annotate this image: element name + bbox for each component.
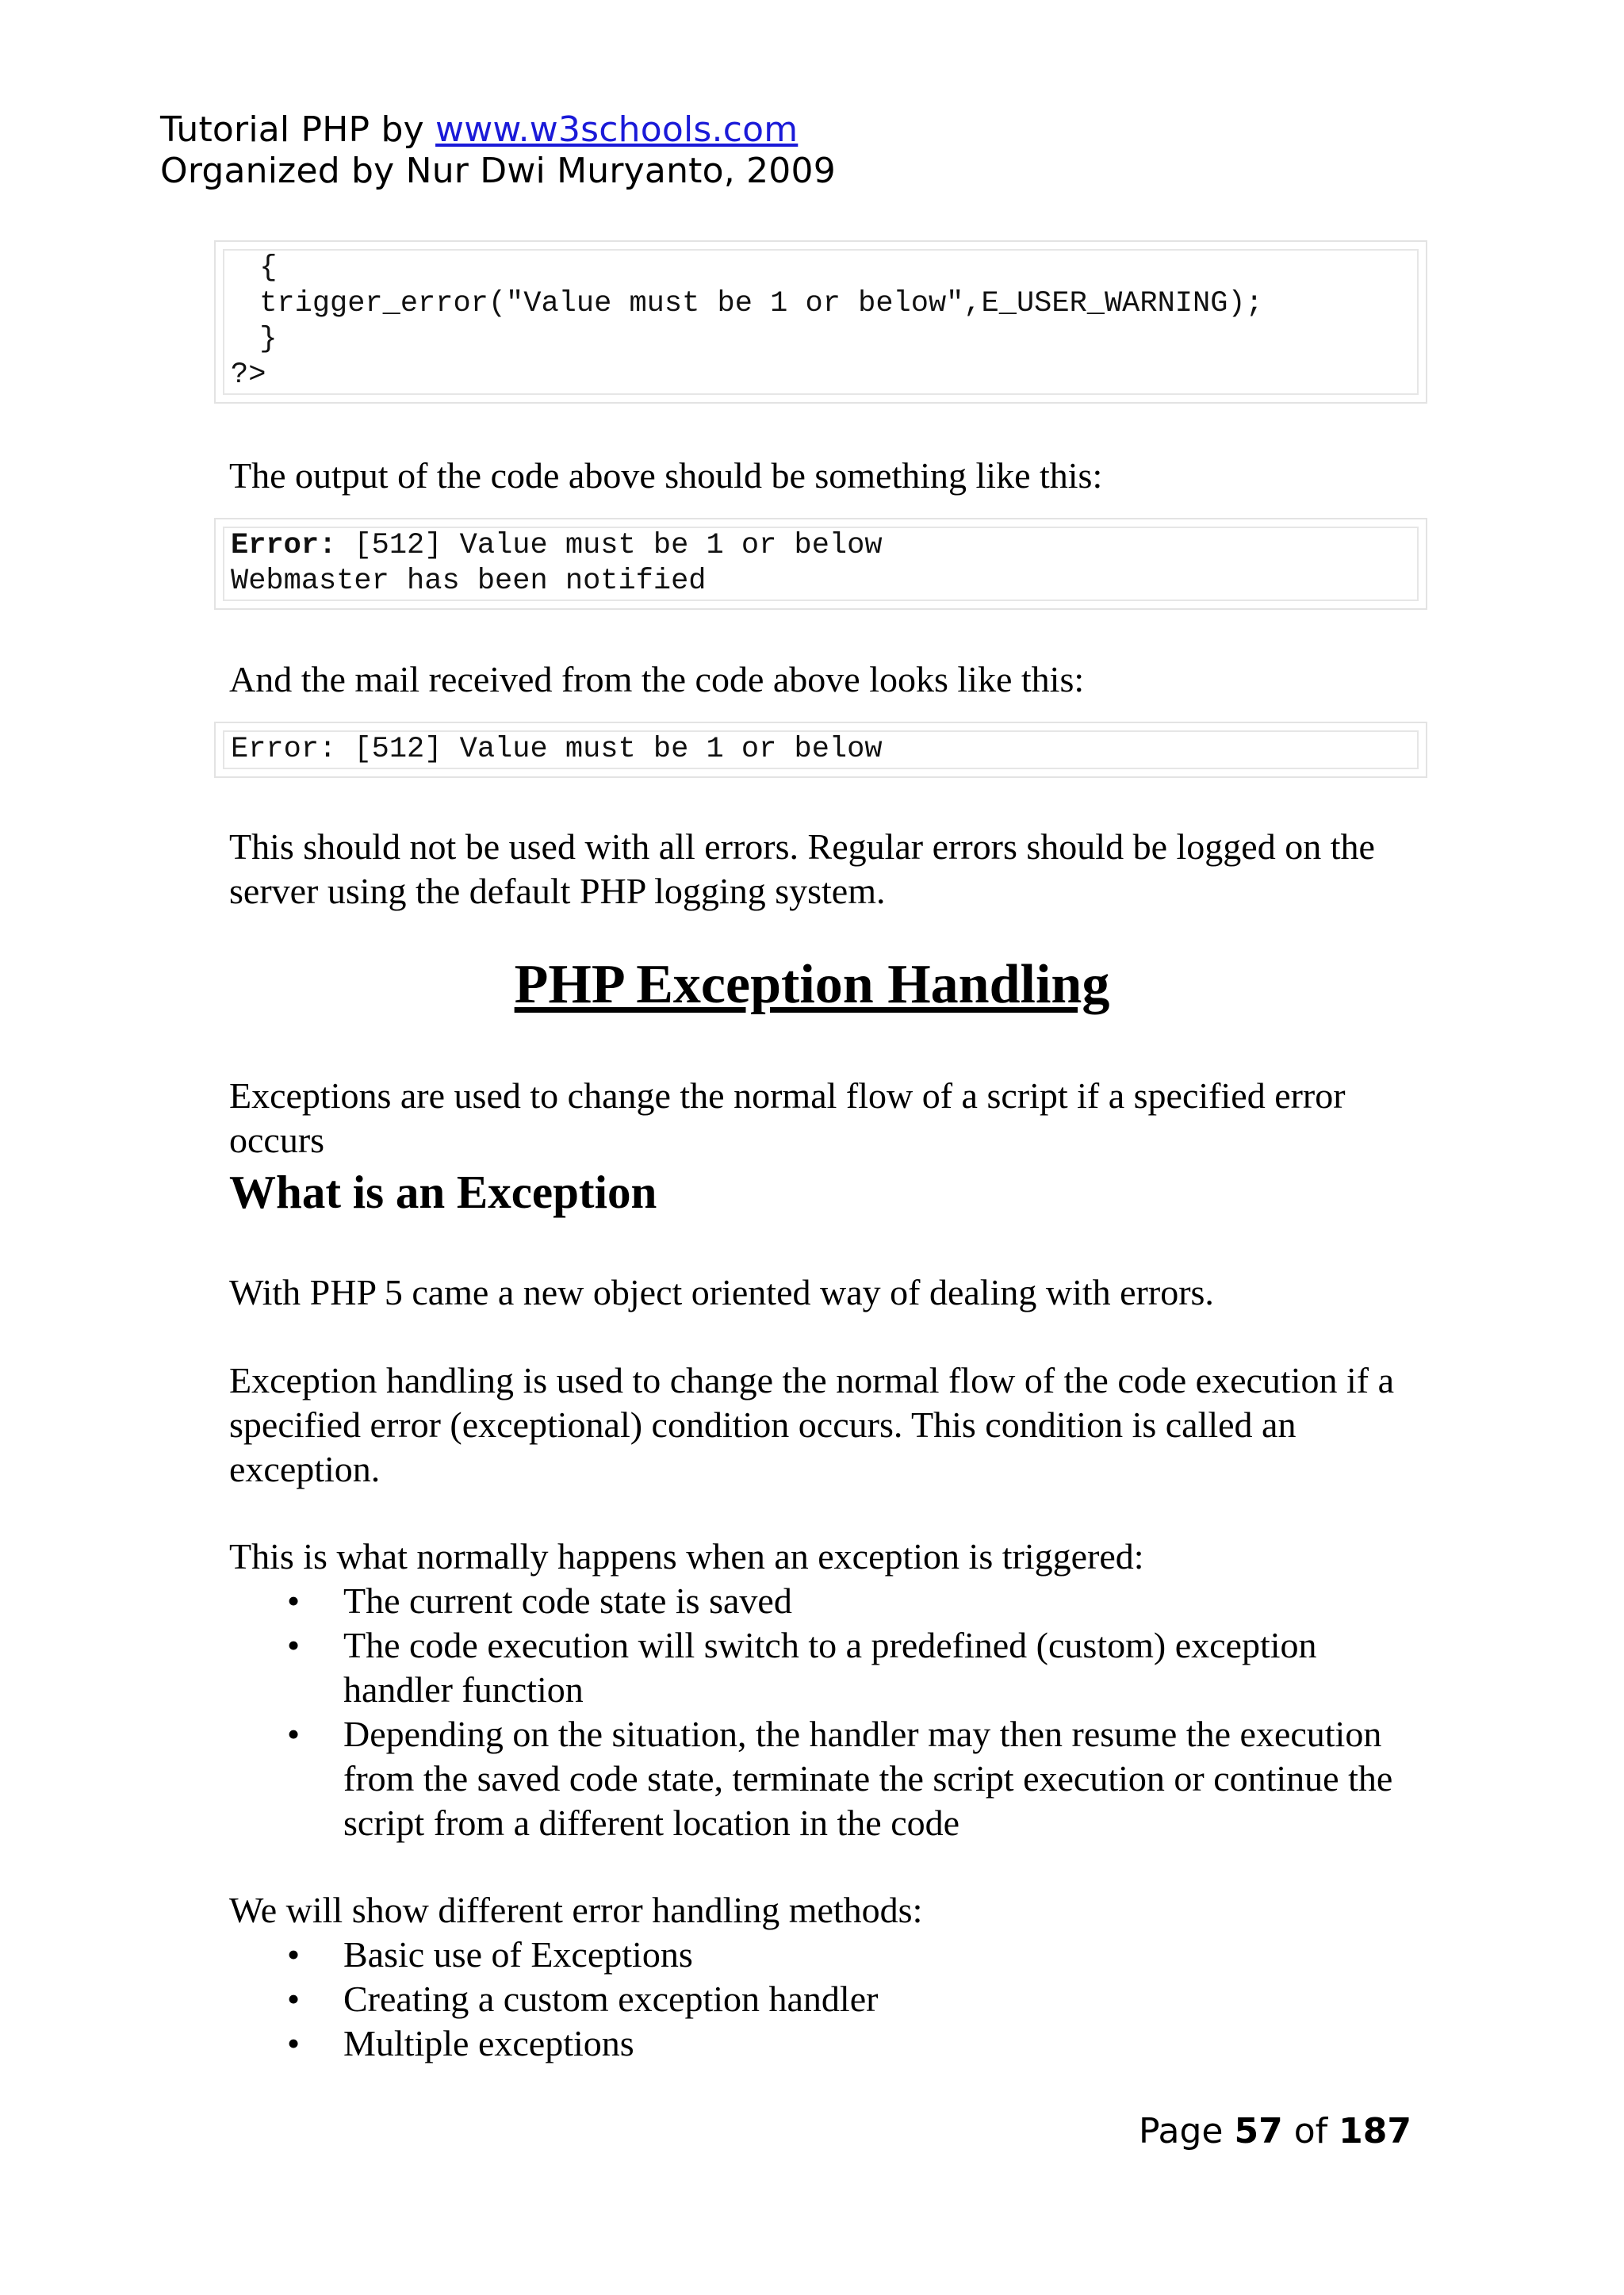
header-prefix: Tutorial PHP by: [160, 109, 436, 150]
list-item: • Depending on the situation, the handler may then resume the execution from the saved code state, terminate the script execution or continue the script from a different location in the code: [287, 1714, 1393, 1843]
code-line: {: [242, 251, 278, 285]
of-word: of: [1293, 2111, 1328, 2151]
output-line-1: [231, 528, 1417, 564]
output-block-inner: [223, 527, 1419, 601]
page-word: Page: [1138, 2111, 1224, 2151]
bullet-icon: •: [287, 2023, 301, 2063]
code-line: }: [242, 323, 278, 356]
list-item: • The current code state is saved: [229, 1579, 1427, 1623]
mail-line-1: Error: [512] Value must be 1 or below: [231, 733, 883, 766]
mail-block-inner: [223, 730, 1419, 769]
code-line: ?>: [231, 358, 266, 392]
paragraph-regular-errors: This should not be used with all errors. Regular errors should be logged on the server using the default PHP logging system.: [229, 826, 1375, 911]
code-block-inner: [223, 249, 1419, 395]
mail-block: [214, 722, 1427, 778]
paragraph-php5: With PHP 5 came a new object oriented way of dealing with errors.: [229, 1272, 1214, 1312]
bullet-icon: •: [287, 1934, 301, 1975]
list-triggered-steps: [229, 1579, 1427, 1845]
list-methods: [229, 1933, 1427, 2066]
bullet-icon: •: [287, 1625, 301, 1665]
header-line-1: [160, 109, 836, 151]
list-item: • Basic use of Exceptions: [229, 1933, 1427, 1977]
paragraph-methods: We will show different error handling methods:: [229, 1890, 923, 1930]
page-current: 57: [1234, 2111, 1283, 2151]
error-label: Error:: [231, 529, 337, 562]
code-line: trigger_error("Value must be 1 or below",E_USER_WARNING);: [242, 287, 1263, 320]
document-header: [160, 109, 836, 192]
w3schools-link[interactable]: www.w3schools.com: [435, 109, 799, 150]
bullet-icon: •: [287, 1714, 301, 1754]
error-text: [512] Value must be 1 or below: [336, 529, 883, 562]
page-number: [1139, 2109, 1411, 2154]
list-item: • Creating a custom exception handler: [229, 1977, 1427, 2021]
list-item: • The code execution will switch to a predefined (custom) exception handler function: [287, 1625, 1317, 1710]
bullet-icon: •: [287, 1580, 301, 1621]
paragraph-mail-intro: And the mail received from the code above looks like this:: [229, 659, 1085, 699]
list-item: • Multiple exceptions: [229, 2021, 1427, 2066]
section-title: PHP Exception Handling: [514, 954, 1110, 1015]
page-total: 187: [1339, 2111, 1411, 2151]
paragraph-output-intro: The output of the code above should be something like this:: [229, 455, 1103, 496]
paragraph-normally-happens: This is what normally happens when an exception is triggered:: [229, 1536, 1144, 1577]
output-line-2: Webmaster has been notified: [231, 565, 707, 598]
code-block-trigger-error: [214, 240, 1427, 404]
paragraph-exception-handling: Exception handling is used to change the normal flow of the code execution if a specified error (exceptional) condition occurs. This condition is called an exception.: [229, 1360, 1394, 1489]
subsection-heading: What is an Exception: [229, 1166, 657, 1218]
bullet-icon: •: [287, 1979, 301, 2019]
header-line-2: Organized by Nur Dwi Muryanto, 2009: [160, 151, 836, 191]
paragraph-exceptions-intro: Exceptions are used to change the normal flow of a script if a specified error occurs: [229, 1075, 1346, 1160]
output-block: [214, 518, 1427, 610]
